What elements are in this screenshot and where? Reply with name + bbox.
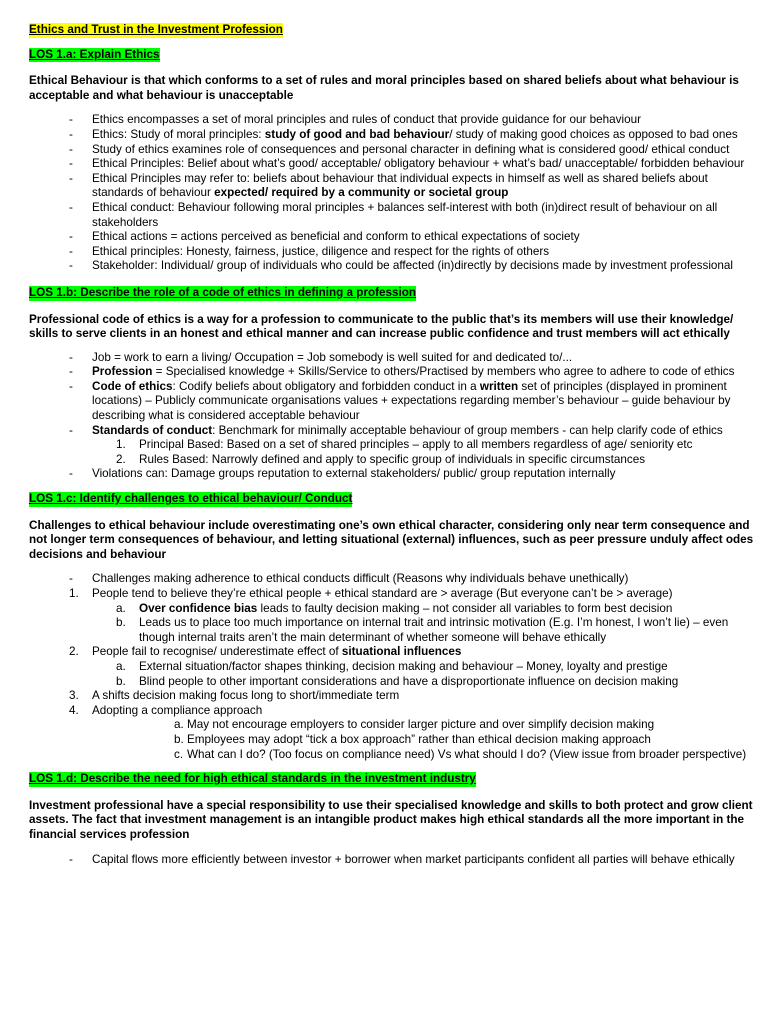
los-heading-row [29, 286, 757, 301]
text-run: Ethical actions = actions perceived as beneficial and conform to ethical expectations of society [92, 230, 580, 244]
list-marker: - [69, 852, 73, 866]
list-item-text [29, 113, 757, 128]
list-marker: - [69, 350, 73, 364]
list-marker: 2. [116, 452, 126, 466]
list-marker: 1. [116, 438, 126, 452]
los-1b-summary: Professional code of ethics is a way for a profession to communicate to the public that’s its members will use their knowledge/ skills to serve clients in an honest and ethical manner and can increase public confidence and trust members will act ethically [29, 312, 734, 341]
list-marker: - [69, 365, 73, 379]
document-title-row [29, 23, 757, 38]
emphasis-text: Standards of conduct [92, 423, 213, 437]
text-run: = Specialised knowledge + Skills/Service to others/Practised by members who agree to adhere to code of ethics [152, 365, 735, 379]
text-run: People fail to recognise/ underestimate effect of [92, 645, 342, 659]
list-item-text [29, 380, 757, 424]
text-run: May not encourage employers to consider larger picture and over simplify decision making [187, 718, 655, 732]
text-run: : Benchmark for minimally acceptable behaviour of group members - can help clarify code of ethics [212, 423, 723, 437]
list-item [29, 704, 757, 719]
list-item [29, 718, 757, 733]
list-item-text [29, 689, 757, 704]
text-run: Leads us to place too much importance on internal trait and intrinsic motivation (E.g. I’m honest, I won’t lie) – even though internal traits aren’t the main determinant of whether someone will behave ethically [139, 616, 729, 644]
list-item [29, 157, 757, 172]
los-1c-list [29, 572, 757, 762]
list-item-text [29, 704, 757, 719]
list-marker: - [69, 230, 73, 244]
list-marker: - [69, 379, 73, 393]
list-marker: - [69, 113, 73, 127]
text-run: Ethical conduct: Behaviour following moral principles + balances self-interest with both (in)direct result of behaviour on all stakeholders [92, 200, 718, 229]
list-item-text [29, 467, 757, 482]
list-item-text [29, 201, 757, 230]
list-marker: a. [116, 659, 126, 673]
list-item-text [29, 587, 757, 602]
los-1d-list [29, 853, 757, 868]
list-item-text [29, 351, 757, 366]
list-item-text [29, 748, 757, 763]
list-marker: - [69, 127, 73, 141]
list-item [29, 467, 757, 482]
list-marker: - [69, 259, 73, 273]
text-run: Blind people to other important considerations and have a disproportionate influence on decision making [139, 674, 679, 688]
text-run: / study of making good choices as opposed to bad ones [449, 127, 738, 141]
list-marker: 4. [69, 703, 79, 717]
los-1b-heading: LOS 1.b: Describe the role of a code of ethics in defining a profession [29, 285, 417, 299]
list-marker: - [69, 467, 73, 481]
list-item [29, 143, 757, 158]
list-marker: - [69, 244, 73, 258]
list-item [29, 201, 757, 230]
text-run: External situation/factor shapes thinking, decision making and behaviour – Money, loyalty and prestige [139, 659, 668, 673]
list-item-text [29, 453, 757, 468]
list-marker: 2. [69, 645, 79, 659]
list-item-text [29, 675, 757, 690]
list-item-text [29, 645, 757, 660]
list-item-text [29, 365, 757, 380]
text-run: : Codify beliefs about obligatory and forbidden conduct in a [172, 379, 480, 393]
document [29, 23, 757, 867]
list-marker: b. [116, 616, 126, 630]
list-item [29, 602, 757, 617]
list-marker: 1. [69, 587, 79, 600]
text-run: Stakeholder: Individual/ group of individuals who could be affected (in)directly by decisions made by investment professional [92, 259, 734, 273]
list-item-text [29, 733, 757, 748]
text-run: Ethical Principles: Belief about what’s good/ acceptable/ obligatory behaviour + what’s bad/ unacceptable/ forbidden behaviour [92, 157, 745, 171]
list-item [29, 748, 757, 763]
list-item [29, 645, 757, 660]
los-heading-row [29, 772, 757, 787]
list-item-text [29, 718, 757, 733]
list-item [29, 675, 757, 690]
list-item [29, 380, 757, 424]
los-heading-row [29, 48, 757, 63]
text-run: Ethical Principles may refer to: beliefs about behaviour that individual expects in himself as well as shared beliefs about standards of behaviour [92, 171, 708, 200]
list-marker: - [69, 200, 73, 214]
los-1d-summary: Investment professional have a special responsibility to use their specialised knowledge and skills to both protect and grow client assets. The fact that investment management is an intangible product makes high ethical standards all the more important in the financial services profession [29, 798, 753, 841]
text-run: Job = work to earn a living/ Occupation = Job somebody is well suited for and dedicated to/... [92, 350, 573, 364]
list-item [29, 453, 757, 468]
list-item [29, 587, 757, 602]
list-item-text [29, 660, 757, 675]
list-marker: - [69, 572, 73, 586]
text-run: Rules Based: Narrowly defined and apply to specific group of individuals in specific circumstances [139, 452, 646, 466]
list-marker: c. [174, 747, 184, 761]
emphasis-text: Code of ethics [92, 379, 173, 393]
text-run: Ethical principles: Honesty, fairness, justice, diligence and respect for the rights of others [92, 244, 550, 258]
text-run: set of principles (displayed in prominent locations) – Publicly communicate organisations values + expectations regarding member’s behaviour – guide behaviour by describing what is considered acceptable behaviour [92, 379, 731, 423]
list-item-text [29, 157, 757, 172]
list-item-text [29, 143, 757, 158]
list-item [29, 689, 757, 704]
los-1a-heading: LOS 1.a: Explain Ethics [29, 47, 160, 61]
text-run: Ethics encompasses a set of moral principles and rules of conduct that provide guidance for our behaviour [92, 113, 641, 127]
text-run: Principal Based: Based on a set of shared principles – apply to all members regardless of age/ seniority etc [139, 438, 693, 452]
los-1b-list [29, 351, 757, 482]
list-marker: - [69, 157, 73, 171]
emphasis-text: situational influences [341, 645, 462, 659]
list-item [29, 245, 757, 260]
text-run: Violations can: Damage groups reputation to external stakeholders/ public/ group reputation internally [92, 467, 616, 481]
list-item [29, 365, 757, 380]
list-item [29, 259, 757, 274]
list-item [29, 113, 757, 128]
list-item [29, 733, 757, 748]
text-run: Challenges making adherence to ethical conducts difficult (Reasons why individuals behave unethically) [92, 572, 629, 586]
list-item-text [29, 128, 757, 143]
text-run: What can I do? (Too focus on compliance need) Vs what should I do? (View issue from broader perspective) [187, 747, 747, 761]
los-1a-summary: Ethical Behaviour is that which conforms to a set of rules and moral principles based on shared beliefs about what behaviour is acceptable and what behaviour is unacceptable [29, 74, 739, 102]
text-run: People tend to believe they’re ethical people + ethical standard are > average (But everyone can’t be > average) [92, 587, 673, 600]
list-marker: 3. [69, 689, 79, 703]
list-marker: a. [116, 601, 126, 615]
text-run: Adopting a compliance approach [92, 703, 263, 717]
list-item-text [29, 438, 757, 453]
list-item-text [29, 616, 757, 645]
list-item-text [29, 853, 757, 868]
list-marker: a. [174, 718, 184, 732]
emphasis-text: Over confidence bias [139, 601, 258, 615]
list-item [29, 572, 757, 587]
text-run: Study of ethics examines role of consequences and personal character in defining what is considered good/ ethical conduct [92, 142, 730, 156]
list-item-text [29, 259, 757, 274]
list-item [29, 660, 757, 675]
list-item [29, 424, 757, 439]
list-marker: - [69, 171, 73, 185]
document-title: Ethics and Trust in the Investment Profession [29, 23, 283, 36]
text-run: leads to faulty decision making – not consider all variables to form best decision [257, 601, 673, 615]
list-item-text [29, 230, 757, 245]
list-item-text [29, 424, 757, 439]
list-item-text [29, 602, 757, 617]
emphasis-text: study of good and bad behaviour [264, 127, 450, 141]
list-item [29, 853, 757, 868]
los-1a-list [29, 113, 757, 274]
list-marker: b. [174, 732, 184, 746]
list-item [29, 616, 757, 645]
list-item [29, 128, 757, 143]
list-item-text [29, 572, 757, 587]
list-item-text [29, 245, 757, 260]
emphasis-text: expected/ required by a community or societal group [214, 186, 509, 200]
list-marker: - [69, 142, 73, 156]
los-1c-summary: Challenges to ethical behaviour include overestimating one’s own ethical character, considering only near term consequence and not longer term consequences of behaviour, and letting situational (external) influences, such as peer pressure unduly affect odes decisions and behaviour [29, 518, 754, 561]
text-run: Capital flows more efficiently between investor + borrower when market participants confident all parties will behave ethically [92, 852, 735, 866]
list-item [29, 438, 757, 453]
list-item [29, 172, 757, 201]
text-run: Ethics: Study of moral principles: [92, 127, 265, 141]
list-item [29, 351, 757, 366]
emphasis-text: written [479, 379, 519, 393]
list-item-text [29, 172, 757, 201]
list-item [29, 230, 757, 245]
text-run: A shifts decision making focus long to short/immediate term [92, 689, 400, 703]
text-run: Employees may adopt “tick a box approach” rather than ethical decision making approach [187, 732, 651, 746]
list-marker: - [69, 423, 73, 437]
los-1d-heading: LOS 1.d: Describe the need for high ethical standards in the investment industry [29, 772, 476, 786]
emphasis-text: Profession [92, 365, 153, 379]
los-heading-row [29, 492, 757, 507]
list-marker: b. [116, 674, 126, 688]
los-1c-heading: LOS 1.c: Identify challenges to ethical behaviour/ Conduct [29, 492, 353, 506]
